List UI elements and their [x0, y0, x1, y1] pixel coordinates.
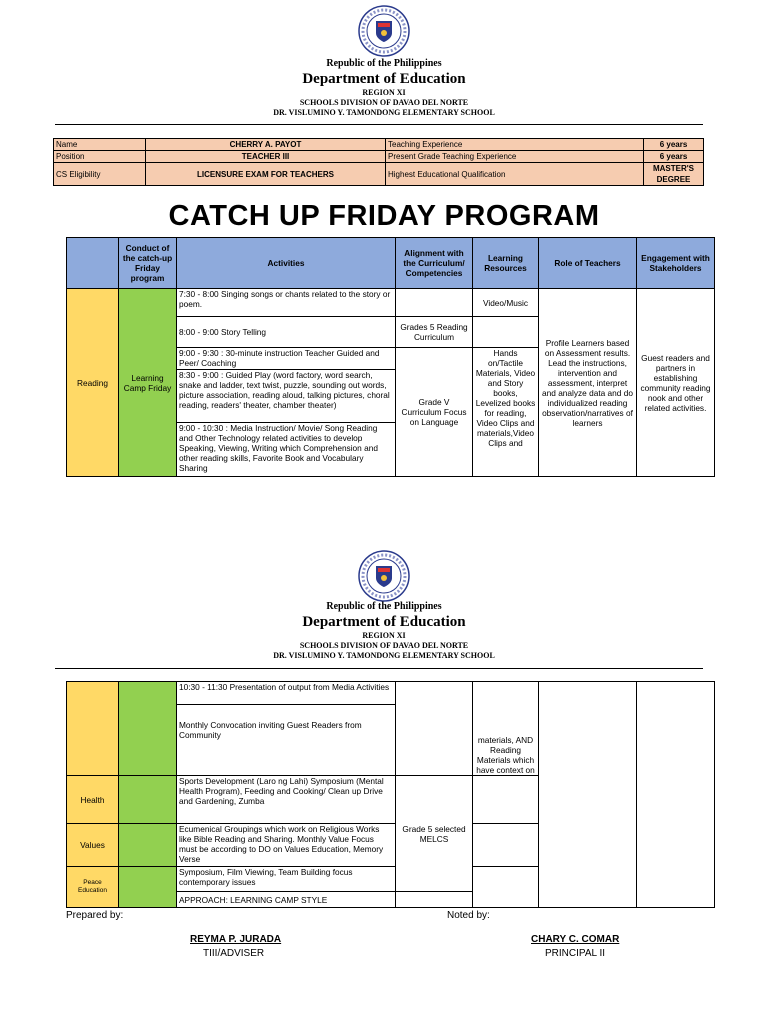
activity-cell: 8:00 - 9:00 Story Telling: [177, 317, 396, 348]
conduct-cell: [119, 682, 177, 776]
table-row: [67, 682, 715, 705]
deped-seal-logo: [358, 550, 410, 602]
grade-experience-label: Present Grade Teaching Experience: [386, 151, 644, 163]
region-text: REGION XI: [362, 88, 406, 97]
role-header: Role of Teachers: [539, 238, 637, 289]
catch-up-friday-table: [66, 237, 715, 477]
alignment-cell: [396, 289, 473, 317]
noted-by-label: Noted by:: [447, 910, 490, 921]
alignment-cell: Grade V Curriculum Focus on Language: [396, 348, 473, 477]
info-row: [54, 151, 704, 163]
alignment-cell: Grade 5 selected MELCS: [396, 776, 473, 892]
header-divider: [55, 668, 703, 669]
subject-values: Values: [67, 824, 119, 867]
department-text: Department of Education: [302, 71, 466, 87]
activity-cell: 9:00 - 9:30 : 30-minute instruction Teacher Guided and Peer/ Coaching: [177, 348, 396, 370]
name-value: CHERRY A. PAYOT: [146, 139, 386, 151]
prepared-by-name: REYMA P. JURADA: [190, 934, 282, 945]
catch-up-friday-table-continued: [66, 681, 715, 908]
subject-reading-continued: [67, 682, 119, 776]
republic-text: Republic of the Philippines: [326, 58, 442, 69]
experience-value: 6 years: [644, 139, 704, 151]
resources-cell: [473, 824, 539, 867]
division-text: SCHOOLS DIVISION OF DAVAO DEL NORTE: [299, 98, 469, 107]
resources-cell: Video/Music: [473, 289, 539, 317]
alignment-cell: [396, 892, 473, 908]
conduct-cell: [119, 776, 177, 824]
republic-text: Republic of the Philippines: [326, 601, 442, 612]
role-cell: [539, 682, 637, 908]
activity-cell: Symposium, Film Viewing, Team Building focus contemporary issues: [177, 867, 396, 892]
resources-cell: [473, 867, 539, 908]
conduct-cell: Learning Camp Friday: [119, 289, 177, 477]
conduct-header: Conduct of the catch-up Friday program: [119, 238, 177, 289]
experience-label: Teaching Experience: [386, 139, 644, 151]
school-text: DR. VISLUMINO Y. TAMONDONG ELEMENTARY SCHOOL: [273, 651, 495, 660]
position-label: Position: [54, 151, 146, 163]
prepared-by-label: Prepared by:: [66, 910, 124, 921]
program-title: CATCH UP FRIDAY PROGRAM: [168, 200, 600, 232]
activity-cell: Sports Development (Laro ng Lahi) Symposium (Mental Health Program), Feeding and Cooking/ Clean up Drive and Gardening, Zumba: [177, 776, 396, 824]
alignment-header: Alignment with the Curriculum/ Competencies: [396, 238, 473, 289]
resources-cell: [473, 317, 539, 348]
engagement-cell: [637, 682, 715, 908]
activity-cell: Monthly Convocation inviting Guest Readers from Community: [177, 705, 396, 776]
table-row: [67, 289, 715, 317]
subject-health: Health: [67, 776, 119, 824]
conduct-cell: [119, 824, 177, 867]
deped-seal-logo: [358, 5, 410, 57]
letterhead: [0, 601, 768, 661]
noted-by-title: PRINCIPAL II: [545, 948, 606, 959]
activity-cell: Ecumenical Groupings which work on Religious Works like Bible Reading and Sharing. Monthly Value Focus must be according to DO on Values Education, Memory Verse: [177, 824, 396, 867]
resources-cell: materials, AND Reading Materials which have context on: [473, 682, 539, 776]
position-value: TEACHER III: [146, 151, 386, 163]
role-cell: Profile Learners based on Assessment results. Lead the instructions, intervention and assessment, interpret and analyze data and do individualized reading observation/narratives of learners: [539, 289, 637, 477]
teacher-info-table: [53, 138, 704, 186]
qualification-label: Highest Educational Qualification: [386, 163, 644, 186]
table-header-row: [67, 238, 715, 289]
resources-cell: [473, 776, 539, 824]
division-text: SCHOOLS DIVISION OF DAVAO DEL NORTE: [299, 641, 469, 650]
header-divider: [55, 124, 703, 125]
prepared-by-title: TIII/ADVISER: [203, 948, 265, 959]
approach-cell: APPROACH: LEARNING CAMP STYLE: [177, 892, 396, 908]
activity-cell: 9:00 - 10:30 : Media Instruction/ Movie/ Song Reading and Other Technology related activities to develop Speaking, Viewing, Writing which Comprehension and other reading skills, Favorite Book and Vocabulary Sharing: [177, 423, 396, 477]
subject-header: [67, 238, 119, 289]
info-row: [54, 163, 704, 186]
cs-eligibility-value: LICENSURE EXAM FOR TEACHERS: [146, 163, 386, 186]
cs-eligibility-label: CS Eligibility: [54, 163, 146, 186]
activity-cell: 8:30 - 9:00 : Guided Play (word factory, word search, snake and ladder, text twist, puzzle, sounding out words, picture association, reading aloud, talking pictures, choral reading, readers' theater, chamber theater): [177, 370, 396, 423]
qualification-value: MASTER'S DEGREE: [644, 163, 704, 186]
subject-reading: Reading: [67, 289, 119, 477]
department-text: Department of Education: [302, 614, 466, 630]
activities-header: Activities: [177, 238, 396, 289]
school-text: DR. VISLUMINO Y. TAMONDONG ELEMENTARY SCHOOL: [273, 108, 495, 117]
resources-cell: Hands on/Tactile Materials, Video and Story books, Levelized books for reading, Video Clips and materials,Video Clips and: [473, 348, 539, 477]
alignment-cell: [396, 682, 473, 776]
grade-experience-value: 6 years: [644, 151, 704, 163]
name-label: Name: [54, 139, 146, 151]
conduct-cell: [119, 867, 177, 908]
alignment-cell: Grades 5 Reading Curriculum: [396, 317, 473, 348]
noted-by-name: CHARY C. COMAR: [531, 934, 620, 945]
region-text: REGION XI: [362, 631, 406, 640]
engagement-cell: Guest readers and partners in establishing community reading nook and other related activities.: [637, 289, 715, 477]
info-row: [54, 139, 704, 151]
activity-cell: 10:30 - 11:30 Presentation of output from Media Activities: [177, 682, 396, 705]
letterhead: [0, 58, 768, 118]
engagement-header: Engagement with Stakeholders: [637, 238, 715, 289]
subject-peace-education: Peace Education: [67, 867, 119, 908]
activity-cell: 7:30 - 8:00 Singing songs or chants related to the story or poem.: [177, 289, 396, 317]
resources-header: Learning Resources: [473, 238, 539, 289]
